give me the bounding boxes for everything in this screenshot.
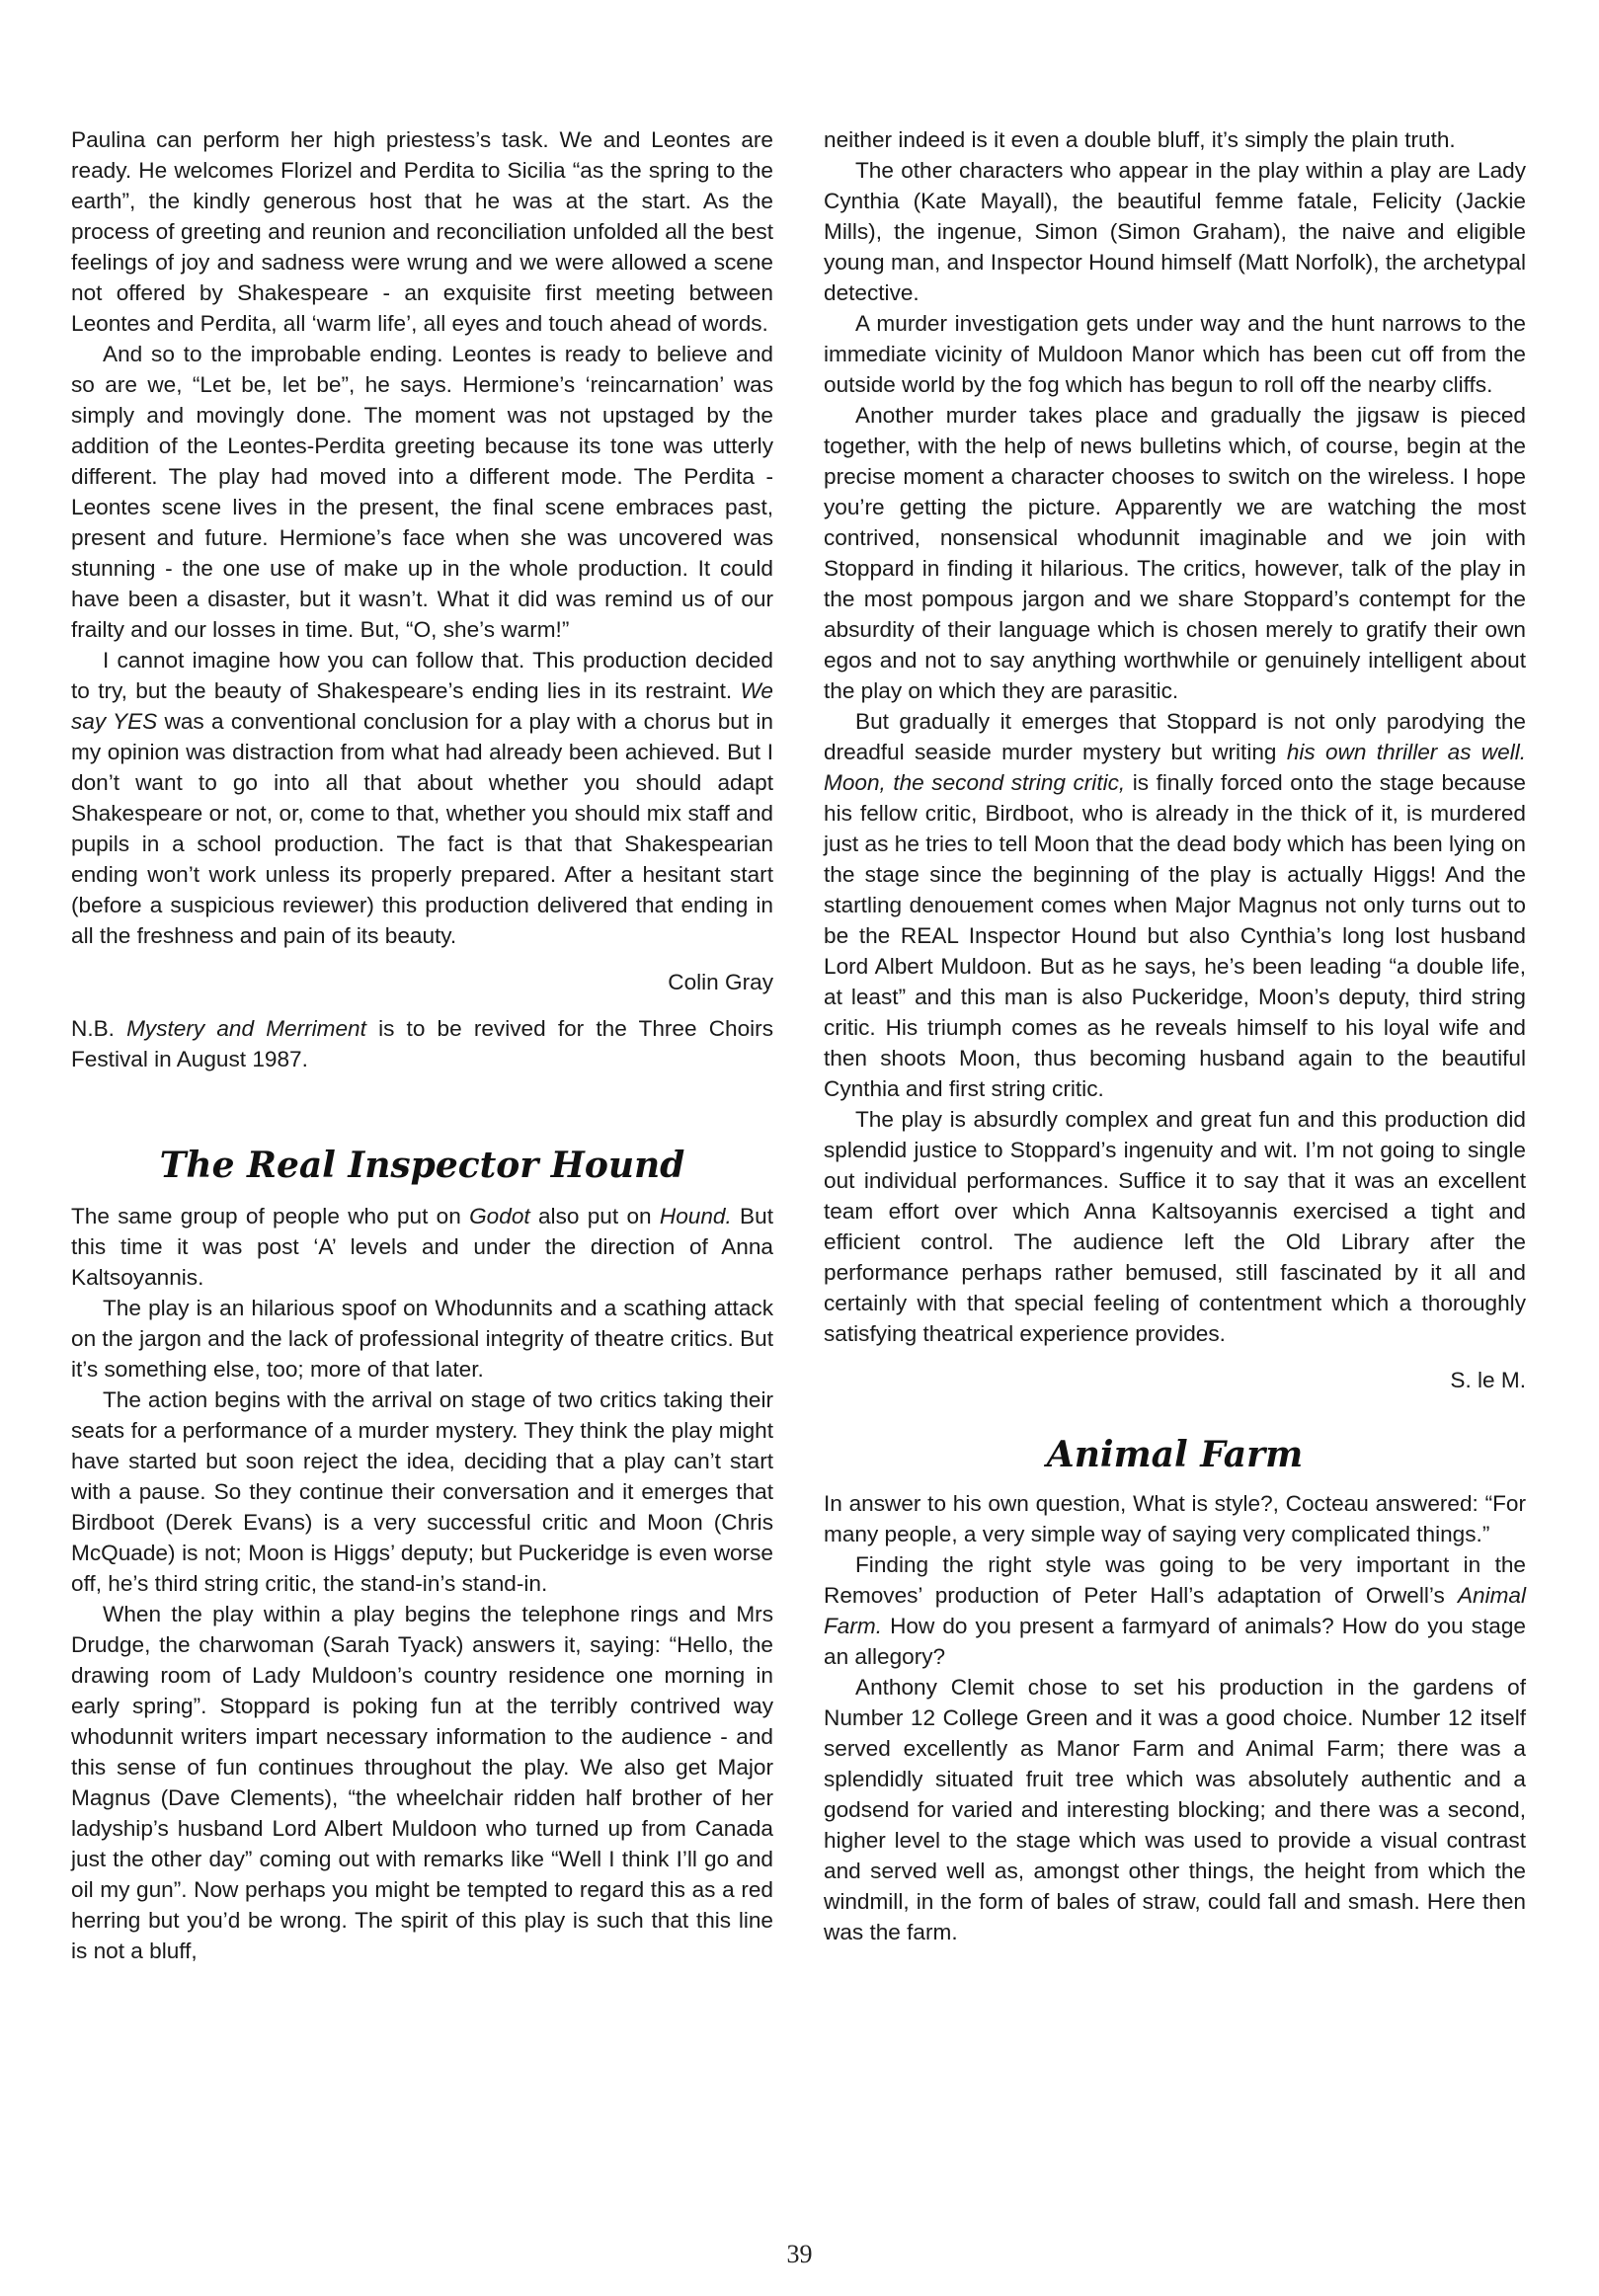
paragraph: The play is an hilarious spoof on Whodunnits and a scathing attack on the jargon and the lack of professional integrity of theatre critics. But it’s something else, too; more of that later. xyxy=(71,1296,773,1382)
paragraph: I cannot imagine how you can follow that. This production decided to try, but the beauty of Shakespeare’s ending lies in its restraint. We say YES was a conventional conclusion for a play with a chorus but in my opinion was distraction from what had already been achieved. But I don’t want to go into all that about whether you should adapt Shakespeare or not, or, come to that, whether you should mix staff and pupils in a school production. The fact is that that Shakespearian ending won’t work unless its properly prepared. After a hesitant start (before a suspicious reviewer) this production delivered that ending in all the freshness and pain of its beauty. xyxy=(71,648,773,948)
page-number: 39 xyxy=(786,2240,813,2268)
paragraph: The action begins with the arrival on stage of two critics taking their seats for a performance of a murder mystery. They think the play might have started but soon reject the idea, deciding that a play can’t start with a pause. So they continue their conversation and it emerges that Birdboot (Derek Evans) is a very successful critic and Moon (Chris McQuade) is not; Moon is Higgs’ deputy; but Puckeridge is even worse off, he’s third string critic, the stand-in’s stand-in. xyxy=(71,1387,773,1596)
article-heading: Animal Farm xyxy=(1046,1434,1304,1475)
paragraph: And so to the improbable ending. Leontes is ready to believe and so are we, “Let be, let be”, he says. Hermione’s ‘reincarnation’ was simply and movingly done. The moment was not upstaged by the addition of the Leontes-Perdita greeting because its tone was utterly different. The play had moved into a different mode. The Perdita - Leontes scene lives in the present, the final scene embraces past, present and future. Hermione’s face when she was uncovered was stunning - the one use of make up in the whole production. It could have been a disaster, but it wasn’t. What it did was remind us of our frailty and our losses in time. But, “O, she’s warm!” xyxy=(71,342,773,642)
note-paragraph: N.B. Mystery and Merriment is to be revived for the Three Choirs Festival in August 1987. xyxy=(71,1016,774,1071)
paragraph: In answer to his own question, What is style?, Cocteau answered: “For many people, a very simple way of saying very complicated things.” xyxy=(824,1491,1526,1546)
paragraph: The same group of people who put on Godot also put on Hound. But this time it was post ‘A’ levels and under the direction of Anna Kaltsoyannis. xyxy=(71,1204,773,1290)
paragraph: The play is absurdly complex and great fun and this production did splendid justice to Stoppard’s ingenuity and wit. I’m not going to single out individual performances. Suffice it to say that it was an excellent team effort over which Anna Kaltsoyannis exercised a tight and efficient control. The audience left the Old Library after the performance perhaps rather bemused, still fascinated by it all and certainly with that special feeling of contentment which a thoroughly satisfying theatrical experience provides. xyxy=(824,1107,1526,1346)
article-heading: The Real Inspector Hound xyxy=(159,1145,685,1186)
paragraph: neither indeed is it even a double bluff, it’s simply the plain truth. xyxy=(824,127,1456,152)
paragraph: Paulina can perform her high priestess’s task. We and Leontes are ready. He welcomes Florizel and Perdita to Sicilia “as the spring to the earth”, the kindly generous host that he was at the start. As the process of greeting and reunion and reconciliation unfolded all the best feelings of joy and sadness were wrung and we were allowed a scene not offered by Shakespeare - an exquisite first meeting between Leontes and Perdita, all ‘warm life’, all eyes and touch ahead of words. xyxy=(71,127,773,336)
author-signature: Colin Gray xyxy=(668,970,773,994)
paragraph: Anthony Clemit chose to set his production in the gardens of Number 12 College Green and it was a good choice. Number 12 itself served excellently as Manor Farm and Animal Farm; there was a splendidly situated fruit tree which was absolutely authentic and a godsend for varied and interesting blocking; and there was a second, higher level to the stage which was used to provide a visual contrast and served well as, amongst other things, the height from which the windmill, in the form of bales of straw, could fall and smash. Here then was the farm. xyxy=(824,1675,1526,1944)
paragraph: The other characters who appear in the play within a play are Lady Cynthia (Kate Mayall), the beautiful femme fatale, Felicity (Jackie Mills), the ingenue, Simon (Simon Graham), the naive and eligible young man, and Inspector Hound himself (Matt Norfolk), the archetypal detective. xyxy=(824,158,1526,305)
author-signature: S. le M. xyxy=(1450,1368,1526,1392)
paragraph: Finding the right style was going to be very important in the Removes’ production of Peter Hall’s adaptation of Orwell’s Animal Farm. How do you present a farmyard of animals? How do you stage an allegory? xyxy=(824,1552,1526,1669)
right-column xyxy=(824,124,1526,1947)
left-column xyxy=(71,124,773,1966)
paragraph: But gradually it emerges that Stoppard is not only parodying the dreadful seaside murder mystery but writing his own thriller as well. Moon, the second string critic, is finally forced onto the stage because his fellow critic, Birdboot, who is already in the thick of it, is murdered just as he tries to tell Moon that the dead body which has been lying on the stage since the beginning of the play is actually Higgs! And the startling denouement comes when Major Magnus not only turns out to be the REAL Inspector Hound but also Cynthia’s long lost husband Lord Albert Muldoon. But as he says, he’s been leading “a double life, at least” and this man is also Puckeridge, Moon’s deputy, third string critic. His triumph comes as he reveals himself to his loyal wife and then shoots Moon, thus becoming husband again to the beautiful Cynthia and first string critic. xyxy=(824,709,1527,1101)
paragraph: Another murder takes place and gradually the jigsaw is pieced together, with the help of news bulletins which, of course, begin at the precise moment a character chooses to switch on the wireless. I hope you’re getting the picture. Apparently we are watching the most contrived, nonsensical whodunnit imaginable and we join with Stoppard in finding it hilarious. The critics, however, talk of the play in the most pompous jargon and we share Stoppard’s contempt for the absurdity of their language which is chosen merely to gratify their own egos and not to say anything worthwhile or genuinely intelligent about the play on which they are parasitic. xyxy=(824,403,1526,703)
paragraph: When the play within a play begins the telephone rings and Mrs Drudge, the charwoman (Sarah Tyack) answers it, saying: “Hello, the drawing room of Lady Muldoon’s country residence one morning in early spring”. Stoppard is poking fun at the terribly contrived way whodunnit writers impart necessary information to the audience - and this sense of fun continues throughout the play. We also get Major Magnus (Dave Clements), “the wheelchair ridden half brother of her ladyship’s husband Lord Albert Muldoon who turned up from Canada just the other day” coming out with remarks like “Well I think I’ll go and oil my gun”. Now perhaps you might be tempted to regard this as a red herring but you’d be wrong. The spirit of this play is such that this line is not a bluff, xyxy=(71,1602,773,1963)
paragraph: A murder investigation gets under way and the hunt narrows to the immediate vicinity of Muldoon Manor which has been cut off from the outside world by the fog which has begun to roll off the nearby cliffs. xyxy=(824,311,1526,397)
